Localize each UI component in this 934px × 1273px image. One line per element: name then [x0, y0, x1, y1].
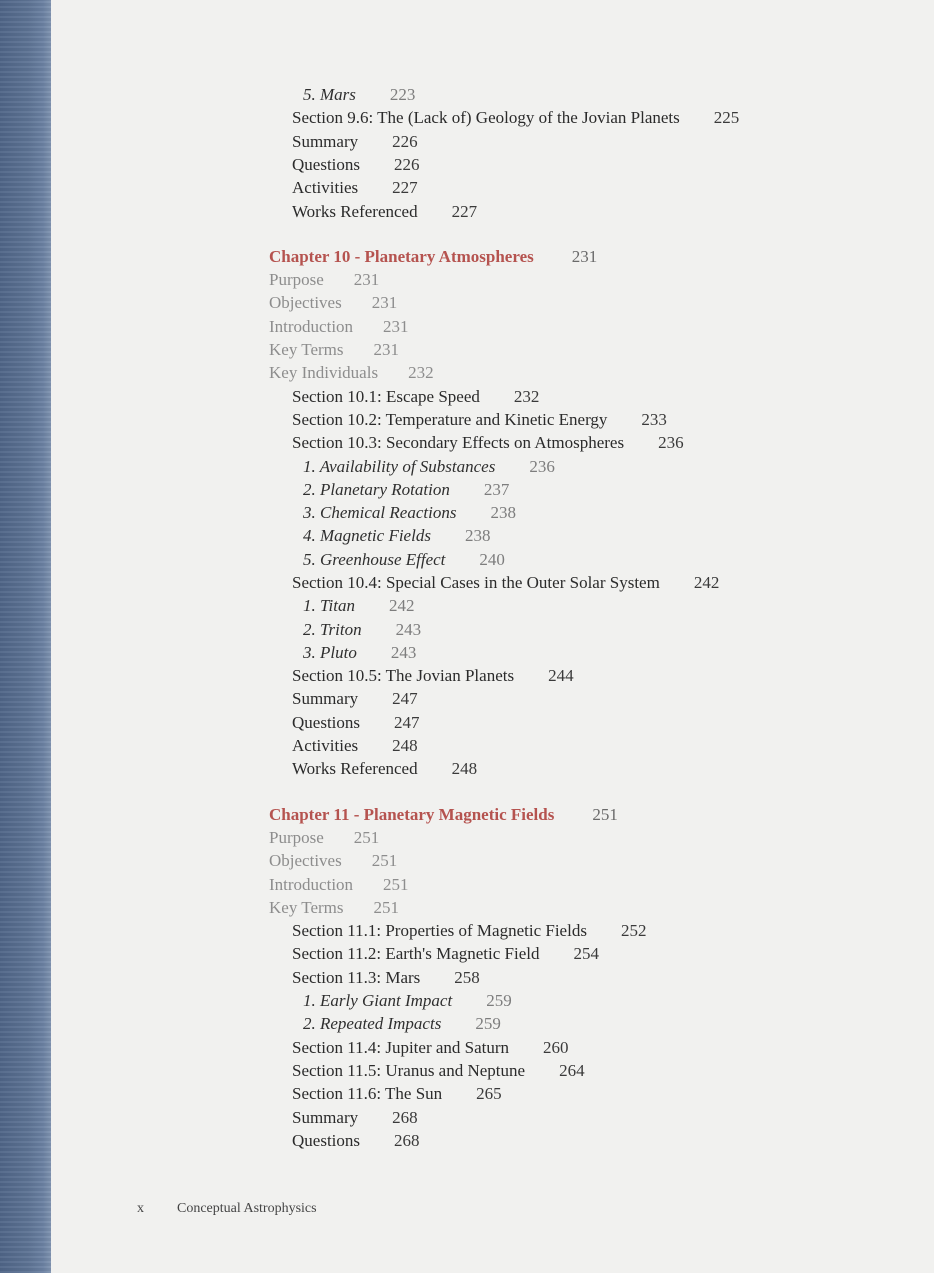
toc-entry-sub — [303, 642, 416, 664]
toc-entry-page-number: 225 — [713, 108, 740, 127]
toc-entry-title: Section 11.1: Properties of Magnetic Fields — [292, 921, 587, 940]
toc-entry-title: Questions — [292, 713, 360, 732]
toc-entry-sub — [303, 619, 421, 641]
toc-entry-title: Activities — [292, 178, 359, 197]
toc-entry-page-number: 252 — [620, 921, 647, 940]
toc-entry-title: Chapter 11 - Planetary Magnetic Fields — [269, 805, 555, 824]
toc-entry-front — [269, 874, 409, 896]
toc-entry-page-number: 226 — [392, 132, 418, 151]
toc-entry-page-number: 260 — [543, 1038, 569, 1057]
toc-entry-page-number: 247 — [392, 689, 418, 708]
toc-entry-title: 5. Greenhouse Effect — [303, 550, 446, 569]
toc-entry-section — [292, 967, 480, 989]
toc-entry-page-number: 231 — [373, 340, 400, 359]
toc-entry-page-number: 254 — [573, 944, 599, 963]
toc-entry-sub — [303, 990, 512, 1012]
toc-entry-back — [292, 131, 418, 153]
toc-entry-front — [269, 339, 399, 361]
footer-page-number: x — [137, 1201, 144, 1216]
toc-entry-title: Chapter 10 - Planetary Atmospheres — [269, 247, 534, 266]
footer-book-title: Conceptual Astrophysics — [177, 1201, 317, 1216]
toc-entry-title: Purpose — [269, 270, 324, 289]
toc-entry-sub — [303, 595, 414, 617]
toc-entry-page-number: 231 — [371, 293, 398, 312]
toc-entry-page-number: 236 — [529, 457, 555, 476]
toc-entry-page-number: 247 — [394, 713, 420, 732]
toc-entry-page-number: 242 — [388, 596, 415, 615]
toc-entry-page-number: 268 — [394, 1131, 420, 1150]
toc-entry-title: 1. Titan — [303, 596, 355, 615]
toc-entry-back — [292, 154, 420, 176]
toc-entry-back — [292, 201, 477, 223]
toc-entry-page-number: 236 — [658, 433, 684, 452]
toc-entry-page-number: 227 — [392, 178, 418, 197]
toc-entry-title: 2. Planetary Rotation — [303, 480, 450, 499]
toc-entry-title: Introduction — [269, 317, 354, 336]
toc-entry-page-number: 232 — [408, 363, 434, 382]
toc-entry-sub — [303, 1013, 501, 1035]
toc-entry-page-number: 251 — [373, 898, 400, 917]
toc-entry-back — [292, 712, 420, 734]
toc-entry-sub — [303, 479, 509, 501]
toc-entry-back — [292, 688, 418, 710]
toc-entry-page-number: 251 — [592, 805, 618, 824]
toc-entry-title: Objectives — [269, 293, 342, 312]
toc-entry-page-number: 259 — [486, 991, 512, 1010]
toc-entry-title: Objectives — [269, 851, 342, 870]
toc-entry-sub — [303, 549, 505, 571]
toc-entry-title: Works Referenced — [292, 759, 418, 778]
toc-entry-section — [292, 1083, 502, 1105]
toc-entry-page-number: 244 — [548, 666, 574, 685]
toc-entry-page-number: 231 — [353, 270, 380, 289]
toc-entry-front — [269, 316, 409, 338]
toc-entry-page-number: 248 — [451, 759, 478, 778]
toc-entry-front — [269, 292, 397, 314]
toc-entry-sub — [303, 502, 516, 524]
toc-entry-title: Summary — [292, 1108, 359, 1127]
toc-entry-title: Questions — [292, 155, 360, 174]
toc-entry-page-number: 259 — [475, 1014, 501, 1033]
toc-entry-title: Section 11.6: The Sun — [292, 1084, 443, 1103]
toc-entry-page-number: 251 — [371, 851, 398, 870]
toc-entry-title: Section 10.1: Escape Speed — [292, 387, 480, 406]
toc-entry-title: Summary — [292, 689, 359, 708]
toc-entry-page-number: 248 — [392, 736, 418, 755]
toc-entry-section — [292, 386, 539, 408]
toc-entry-title: 1. Availability of Substances — [303, 457, 496, 476]
toc-entry-title: Activities — [292, 736, 359, 755]
toc-entry-title: Key Terms — [269, 898, 344, 917]
toc-entry-page-number: 268 — [392, 1108, 418, 1127]
toc-entry-title: Works Referenced — [292, 202, 418, 221]
toc-entry-page-number: 240 — [479, 550, 505, 569]
toc-entry-sub — [303, 456, 555, 478]
toc-entry-front — [269, 850, 397, 872]
toc-entry-sub — [303, 525, 490, 547]
toc-entry-title: 2. Repeated Impacts — [303, 1014, 442, 1033]
toc-entry-page-number: 231 — [383, 317, 409, 336]
toc-entry-section — [292, 409, 667, 431]
toc-entry-title: Summary — [292, 132, 359, 151]
toc-entry-page-number: 223 — [389, 85, 416, 104]
toc-entry-front — [269, 362, 434, 384]
toc-entry-section — [292, 107, 739, 129]
page-footer — [137, 1201, 317, 1217]
toc-entry-back — [292, 735, 418, 757]
toc-entry-page-number: 242 — [693, 573, 720, 592]
toc-entry-section — [292, 920, 646, 942]
toc-entry-title: Section 9.6: The (Lack of) Geology of the Jovian Planets — [292, 108, 680, 127]
toc-entry-section — [292, 1037, 569, 1059]
toc-entry-title: Section 11.2: Earth's Magnetic Field — [292, 944, 540, 963]
toc-entry-back — [292, 177, 418, 199]
toc-entry-front — [269, 827, 379, 849]
toc-entry-section — [292, 572, 719, 594]
book-spine-edge — [0, 0, 51, 1273]
toc-entry-back — [292, 1130, 420, 1152]
toc-entry-page-number: 265 — [476, 1084, 502, 1103]
toc-entry-title: 3. Pluto — [303, 643, 357, 662]
toc-entry-back — [292, 1107, 418, 1129]
toc-entry-page-number: 258 — [454, 968, 480, 987]
toc-entry-page-number: 243 — [395, 620, 422, 639]
toc-entry-section — [292, 432, 684, 454]
toc-entry-page-number: 251 — [383, 875, 409, 894]
toc-entry-title: 1. Early Giant Impact — [303, 991, 453, 1010]
toc-entry-section — [292, 943, 599, 965]
toc-entry-title: 3. Chemical Reactions — [303, 503, 457, 522]
toc-entry-section — [292, 1060, 585, 1082]
toc-entry-title: Section 10.2: Temperature and Kinetic Energy — [292, 410, 608, 429]
toc-entry-title: Introduction — [269, 875, 354, 894]
toc-entry-title: Section 10.5: The Jovian Planets — [292, 666, 515, 685]
toc-entry-title: Key Terms — [269, 340, 344, 359]
toc-entry-chapter — [269, 246, 597, 268]
toc-entry-page-number: 233 — [641, 410, 667, 429]
toc-entry-front — [269, 897, 399, 919]
toc-entry-title: 4. Magnetic Fields — [303, 526, 431, 545]
toc-entry-title: Section 11.4: Jupiter and Saturn — [292, 1038, 510, 1057]
toc-entry-page-number: 232 — [513, 387, 540, 406]
toc-entry-title: 2. Triton — [303, 620, 362, 639]
toc-entry-page-number: 227 — [451, 202, 478, 221]
toc-entry-page-number: 251 — [353, 828, 380, 847]
toc-entry-page-number: 226 — [394, 155, 420, 174]
toc-entry-title: Key Individuals — [269, 363, 379, 382]
toc-entry-front — [269, 269, 379, 291]
toc-entry-title: Section 11.3: Mars — [292, 968, 421, 987]
toc-entry-page-number: 243 — [390, 643, 417, 662]
toc-entry-sub — [303, 84, 415, 106]
toc-entry-page-number: 237 — [483, 480, 510, 499]
toc-entry-section — [292, 665, 574, 687]
toc-entry-back — [292, 758, 477, 780]
toc-entry-page-number: 231 — [571, 247, 598, 266]
toc-page — [51, 0, 934, 1273]
toc-entry-title: Section 10.4: Special Cases in the Outer Solar System — [292, 573, 660, 592]
toc-entry-title: Section 11.5: Uranus and Neptune — [292, 1061, 526, 1080]
toc-entry-title: 5. Mars — [303, 85, 356, 104]
toc-entry-page-number: 238 — [464, 526, 491, 545]
toc-entry-title: Section 10.3: Secondary Effects on Atmospheres — [292, 433, 625, 452]
toc-entry-chapter — [269, 804, 618, 826]
toc-entry-title: Purpose — [269, 828, 324, 847]
toc-entry-page-number: 264 — [559, 1061, 585, 1080]
toc-entry-page-number: 238 — [490, 503, 516, 522]
toc-entry-title: Questions — [292, 1131, 360, 1150]
